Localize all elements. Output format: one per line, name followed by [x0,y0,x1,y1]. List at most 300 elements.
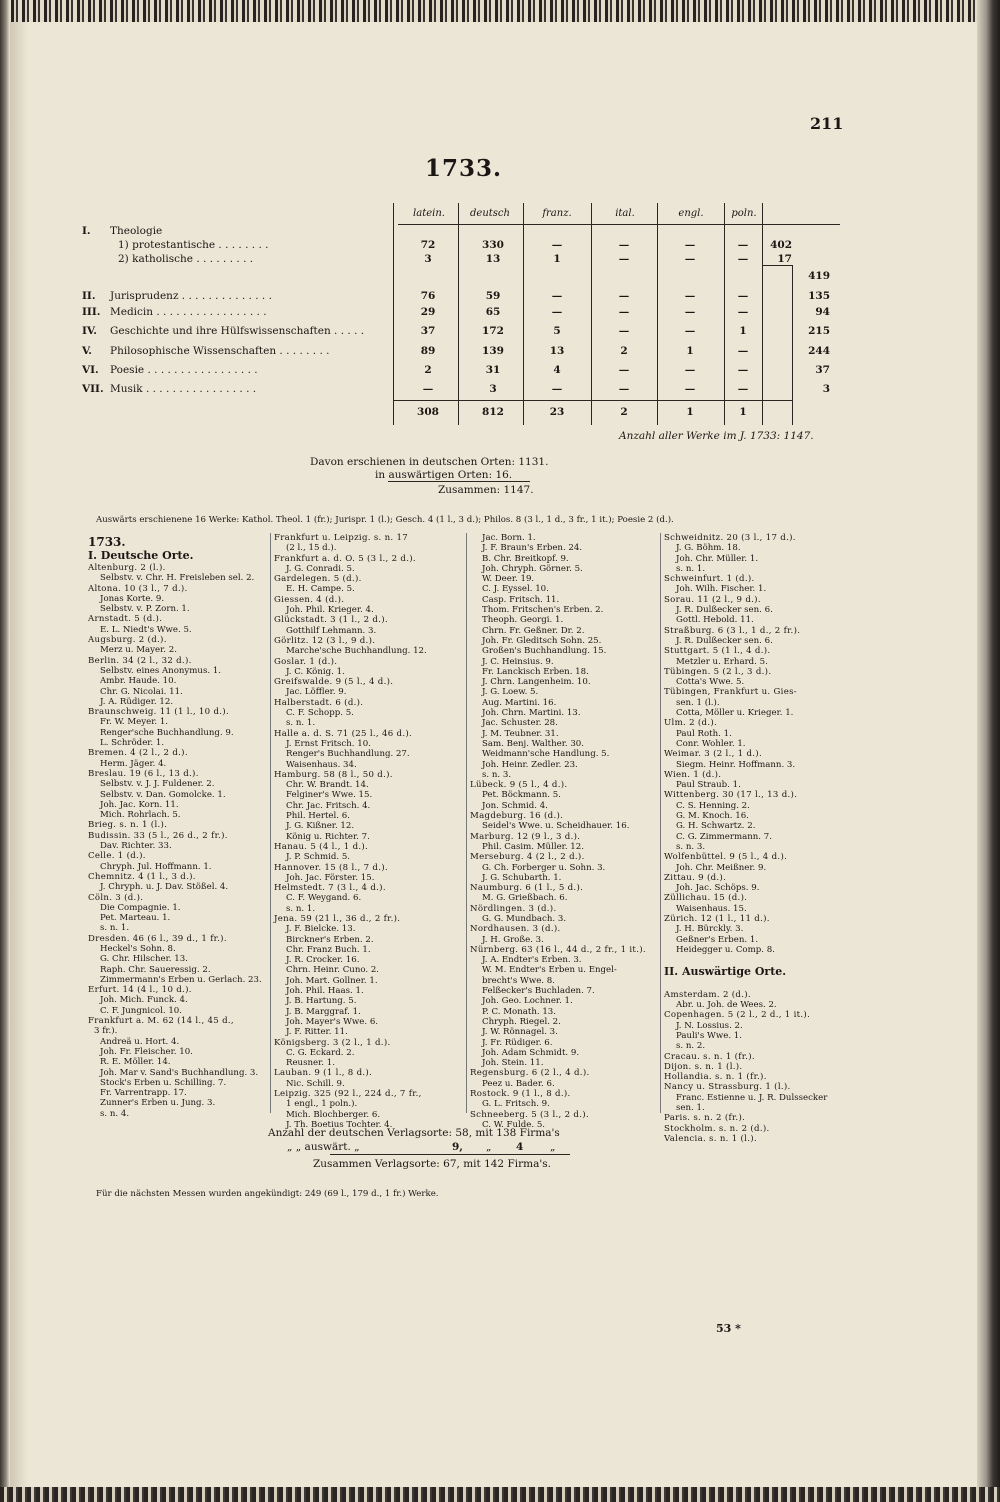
place-entry: Breslau. 19 (6 l., 13 d.). [88,768,199,779]
place-entry: Braunschweig. 11 (1 l., 10 d.). [88,707,229,718]
publisher-entry: Joh. Mich. Funck. 4. [100,995,188,1006]
publisher-entry: Selbstv. v. P. Zorn. 1. [100,604,190,615]
column-rule [270,533,271,1113]
table-cell: 2 [424,364,432,376]
publisher-entry: Weidmann'sche Handlung. 5. [482,749,610,760]
table-rule [458,203,459,425]
publisher-entry: Chryph. Jul. Hoffmann. 1. [100,861,212,872]
publisher-entry: Joh. Mayer's Wwe. 6. [286,1016,379,1027]
place-entry: Regensburg. 6 (2 l., 4 d.). [470,1068,590,1079]
column-header-german: deutsch [470,208,510,219]
publisher-entry: Jon. Schmid. 4. [482,800,548,811]
table-cell: — [684,325,696,337]
publisher-entry: Conr. Wohler. 1. [676,738,746,749]
place-entry: Halberstadt. 6 (d.). [274,697,364,708]
publisher-entry: J. N. Lossius. 2. [676,1020,743,1031]
table-cell: 139 [482,345,504,357]
table-cell: — [684,290,696,302]
publisher-entry: Waisenhaus. 34. [286,759,357,770]
publisher-entry: J. A. Rüdiger. 12. [100,696,174,707]
row-label-jurisprudence: II. Jurisprudenz . . . . . . . . . . . . . . [82,290,272,302]
place-entry: Schweinfurt. 1 (d.). [664,574,755,585]
table-cell: — [618,239,630,251]
publisher-entry: König u. Richter. 7. [286,831,370,842]
place-entry: Brieg. s. n. 1 (l.). [88,820,168,831]
publisher-entry: G. L. Fritsch. 9. [482,1099,550,1110]
table-rule [762,265,792,266]
publisher-entry: Zunner's Erben u. Jung. 3. [100,1098,216,1109]
column-header-polish: poln. [731,208,757,219]
column-header-english: engl. [678,208,704,219]
publisher-entry: Peez u. Bader. 6. [482,1078,555,1089]
publisher-entry: Fr. W. Meyer. 1. [100,717,169,728]
publisher-entry: B. Chr. Breitkopf. 9. [482,553,569,564]
publisher-entry: Joh. Phil. Krieger. 4. [286,605,374,616]
place-entry: Zürich. 12 (1 l., 11 d.). [664,913,770,924]
place-entry: Marburg. 12 (9 l., 3 d.). [470,831,581,842]
table-cell: 5 [553,325,561,337]
publisher-entry: G. Chr. Hilscher. 13. [100,954,188,965]
row-sum: 215 [808,325,830,337]
publisher-entry: Casp. Fritsch. 11. [482,594,560,605]
table-rule [523,203,524,425]
table-cell: — [618,306,630,318]
summary-german-places: Davon erschienen in deutschen Orten: 1131. [310,456,549,468]
publisher-entry: J. B. Marggraf. 1. [286,1006,361,1017]
publisher-entry: G. H. Schwartz. 2. [676,821,756,832]
table-total-cell: 308 [417,406,439,418]
scan-edge-bottom [0,1487,1000,1502]
publisher-entry: Jonas Korte. 9. [100,593,165,604]
publisher-entry: J. C. Heinsius. 9. [482,656,554,667]
publisher-entry: J. A. Endter's Erben. 3. [482,955,582,966]
row-sum: 419 [808,270,830,282]
publisher-entry: Andreä u. Hort. 4. [100,1036,180,1047]
publisher-entry: Sam. Benj. Walther. 30. [482,738,585,749]
publisher-entry: Jac. Born. 1. [482,533,536,543]
publisher-entry: Joh. Geo. Lochner. 1. [482,996,573,1007]
row-label-protestant: 1) protestantische . . . . . . . . [118,239,269,251]
publisher-entry: s. n. 1. [286,718,316,729]
place-entry: Nordhausen. 3 (d.). [470,924,561,935]
place-entry: Wittenberg. 30 (17 l., 13 d.). [664,790,798,801]
publisher-entry: s. n. 1. [676,563,706,574]
publisher-entry: G. Ch. Forberger u. Sohn. 3. [482,862,606,873]
publisher-entry: Thom. Fritschen's Erben. 2. [482,605,604,616]
place-entry: Helmstedt. 7 (3 l., 4 d.). [274,883,386,894]
publisher-entry: Herm. Jäger. 4. [100,758,167,769]
place-entry: Berlin. 34 (2 l., 32 d.). [88,655,192,666]
publisher-entry: Phil. Hertel. 6. [286,811,350,822]
publisher-entry: Selbstv. eines Anonymus. 1. [100,665,222,676]
place-entry: Ulm. 2 (d.). [664,718,718,729]
table-totals-rule [393,400,793,401]
place-entry: Celle. 1 (d.). [88,851,146,862]
row-sum: 3 [822,383,830,395]
publisher-entry: Felginer's Wwe. 15. [286,790,373,801]
publisher-entry: 1 engl., 1 poln.). [286,1099,358,1110]
place-entry: Naumburg. 6 (1 l., 5 d.). [470,883,584,894]
publisher-entry: Selbstv. v. J. J. Fuldener. 2. [100,779,215,790]
signature-mark: 53 * [716,1322,741,1335]
publisher-entry: Renger's Buchhandlung. 27. [286,749,410,760]
place-entry: Goslar. 1 (d.). [274,656,338,667]
publisher-entry: Joh. Fr. Fleischer. 10. [100,1046,193,1057]
publisher-entry: J. G. Conradi. 5. [286,563,355,574]
publisher-entry: Joh. Adam Schmidt. 9. [482,1047,580,1058]
table-cell: — [737,239,749,251]
firm-summary-rule [330,1154,570,1155]
row-number: I. [82,225,91,237]
publisher-entry: R. E. Möller. 14. [100,1057,171,1068]
publisher-entry: G. M. Knoch. 16. [676,811,749,822]
place-entry: Hannover. 15 (8 l., 7 d.). [274,862,388,873]
section-heading: 1733. [88,535,126,549]
place-entry: Cracau. s. n. 1 (fr.). [664,1051,755,1062]
row-sum: 135 [808,290,830,302]
row-label-history: IV. Geschichte und ihre Hülfswissenschaften . . . . . [82,325,365,337]
row-sum: 94 [815,306,830,318]
publisher-entry: J. Ernst Fritsch. 10. [286,738,371,749]
table-cell: — [737,383,749,395]
place-entry: Görlitz. 12 (3 l., 9 d.). [274,635,376,646]
table-cell: — [551,239,563,251]
publisher-entry: s. n. 4. [100,1108,130,1119]
firm-summary-total: Zusammen Verlagsorte: 67, mit 142 Firma's. [313,1158,551,1170]
table-total-cell: 1 [686,406,694,418]
publisher-entry [664,955,849,965]
publisher-entry: brecht's Wwe. 8. [482,975,555,986]
table-cell: 3 [489,383,497,395]
publisher-entry: W. M. Endter's Erben u. Engel- [482,965,617,976]
publisher-entry: Zimmermann's Erben u. Gerlach. 23. [100,974,262,985]
publisher-entry: Seidel's Wwe. u. Scheidhauer. 16. [482,821,630,832]
table-cell: — [737,306,749,318]
table-cell: — [684,364,696,376]
publisher-entry: Joh. Heinr. Zedler. 23. [482,759,578,770]
publisher-entry: Heidegger u. Comp. 8. [676,944,775,955]
publisher-entry: 3 fr.). [94,1026,118,1037]
table-cell: 1 [739,325,747,337]
publisher-entry: J. Fr. Rüdiger. 6. [482,1037,553,1048]
publisher-entry: Joh. Fr. Gleditsch Sohn. 25. [482,635,602,646]
table-cell: 2 [620,345,628,357]
place-entry: Magdeburg. 16 (d.). [470,811,564,822]
publisher-entry: Cotta's Wwe. 5. [676,677,745,688]
row-sum: 17 [777,253,792,265]
publisher-entry: Joh. Mar v. Sand's Buchhandlung. 3. [100,1067,259,1078]
publisher-entry: s. n. 3. [676,841,706,852]
publisher-entry: C. F. Schopp. 5. [286,708,354,719]
table-total-cell: 2 [620,406,628,418]
place-entry: Lauban. 9 (1 l., 8 d.). [274,1068,373,1079]
table-cell: — [551,383,563,395]
row-label-poetry: VI. Poesie . . . . . . . . . . . . . . . . . [82,364,258,376]
publisher-entry: C. J. Eyssel. 10. [482,584,549,595]
total-works-note: Anzahl aller Werke im J. 1733: 1147. [619,430,814,442]
table-cell: 37 [420,325,436,337]
book-gutter [10,22,28,1487]
place-entry: Frankfurt a. d. O. 5 (3 l., 2 d.). [274,553,416,564]
firm-summary-german: Anzahl der deutschen Verlagsorte: 58, mit 138 Firma's [268,1127,560,1139]
year-title: 1733. [425,155,503,182]
place-entry: Stockholm. s. n. 2 (d.). [664,1123,770,1134]
place-entry: Zittau. 9 (d.). [664,872,727,883]
place-entry: Stuttgart. 5 (1 l., 4 d.). [664,646,771,657]
table-cell: 13 [549,345,565,357]
place-entry: Sorau. 11 (2 l., 9 d.). [664,594,761,605]
publisher-entry: J. H. Große. 3. [482,934,544,945]
publisher-entry: Chr. Franz Buch. 1. [286,944,371,955]
row-label-medicine: III. Medicin . . . . . . . . . . . . . . . . . [82,306,267,318]
table-cell: 3 [424,253,432,265]
publisher-entry: Joh. Mart. Gollner. 1. [286,975,378,986]
publisher-entry: Gotthilf Lehmann. 3. [286,625,377,636]
publisher-entry: C. F. Weygand. 6. [286,893,362,904]
publisher-entry: Waisenhaus. 15. [676,903,747,914]
place-entry: Schweidnitz. 20 (3 l., 17 d.). [664,533,796,543]
publisher-entry: (2 l., 15 d.). [286,543,337,554]
place-entry: Jena. 59 (21 l., 36 d., 2 fr.). [274,913,401,924]
row-sum: 37 [815,364,830,376]
place-entry: Hamburg. 58 (8 l., 50 d.). [274,769,393,780]
publisher-entry: J. G. Schubarth. 1. [482,872,562,883]
publisher-entry: Heckel's Sohn. 8. [100,943,176,954]
table-cell: — [737,364,749,376]
page-number: 211 [810,114,844,133]
publisher-entry: Joh. Chr. Meißner. 9. [676,862,767,873]
place-entry: Chemnitz. 4 (1 l., 3 d.). [88,871,196,882]
row-sum: 402 [770,239,792,251]
publisher-entry: Merz u. Mayer. 2. [100,645,177,656]
table-cell: 31 [485,364,501,376]
place-entry: Nancy u. Strassburg. 1 (l.). [664,1082,791,1093]
place-entry: Nürnberg. 63 (16 l., 44 d., 2 fr., 1 it.). [470,944,646,955]
column-rule [466,533,467,1113]
place-entry: Wolfenbüttel. 9 (5 l., 4 d.). [664,852,788,863]
publisher-entry: Gottl. Hebold. 11. [676,615,754,626]
publisher-entry: Birckner's Erben. 2. [286,934,374,945]
publisher-entry: Jac. Löffler. 9. [286,687,347,698]
place-entry: Budissin. 33 (5 l., 26 d., 2 fr.). [88,830,228,841]
table-total-cell: 23 [549,406,565,418]
publisher-entry: E. H. Campe. 5. [286,584,355,595]
publisher-entry: J. B. Hartung. 5. [286,996,357,1007]
publisher-entry: Fr. Varrentrapp. 17. [100,1088,187,1099]
publisher-entry: Pet. Marteau. 1. [100,913,171,924]
publisher-entry: Paul Straub. 1. [676,780,741,791]
place-entry: Tübingen, Frankfurt u. Gies- [664,687,797,698]
publisher-entry: s. n. 2. [676,1041,706,1052]
publisher-entry: Joh. Wilh. Fischer. 1. [676,584,767,595]
place-entry: Cöln. 3 (d.). [88,892,144,903]
publisher-entry [664,979,849,989]
place-entry: Weimar. 3 (2 l., 1 d.). [664,749,762,760]
publisher-entry: Metzler u. Erhard. 5. [676,656,768,667]
publisher-entry: Pet. Böckmann. 5. [482,790,561,801]
publisher-entry: J. R. Dulßecker sen. 6. [676,605,773,616]
place-entry: Tübingen. 5 (2 l., 3 d.). [664,666,772,677]
publisher-entry: Marche'sche Buchhandlung. 12. [286,646,427,657]
section-heading: II. Auswärtige Orte. [664,965,787,979]
table-cell: — [684,239,696,251]
column-rule [660,533,661,1113]
place-entry: Valencia. s. n. 1 (l.). [664,1133,757,1144]
table-cell: — [684,383,696,395]
place-entry: Wien. 1 (d.). [664,769,722,780]
place-entry: Dresden. 46 (6 l., 39 d., 1 fr.). [88,933,227,944]
place-entry: Straßburg. 6 (3 l., 1 d., 2 fr.). [664,625,801,636]
column-header-latin: latein. [413,208,445,219]
publisher-entry: C. G. Zimmermann. 7. [676,831,772,842]
place-entry: Frankfurt a. M. 62 (14 l., 45 d., [88,1016,234,1027]
table-cell: 13 [485,253,501,265]
publisher-entry: J. F. Braun's Erben. 24. [482,543,583,554]
publisher-entry: Großen's Buchhandlung. 15. [482,646,607,657]
publisher-entry: Dav. Richter. 33. [100,841,172,852]
scan-edge-top [0,0,1000,22]
publisher-entry: J. R. Crocker. 16. [286,955,360,966]
table-cell: — [422,383,434,395]
publisher-column-2 [274,533,464,1130]
publisher-entry: Chryph. Riegel. 2. [482,1016,561,1027]
place-entry: Gardelegen. 5 (d.). [274,574,362,585]
publisher-entry: Joh. Chrn. Martini. 13. [482,708,581,719]
publisher-entry: Joh. Jac. Förster. 15. [286,872,375,883]
place-entry: Züllichau. 15 (d.). [664,893,748,904]
publisher-entry: Jac. Schuster. 28. [482,718,558,729]
publisher-entry: Joh. Stein. 11. [482,1058,544,1069]
table-cell: — [737,345,749,357]
summary-total: Zusammen: 1147. [438,484,534,496]
table-cell: — [551,290,563,302]
table-cell: 59 [485,290,501,302]
publisher-entry: Joh. Jac. Korn. 11. [100,799,179,810]
place-entry: Merseburg. 4 (2 l., 2 d.). [470,852,585,863]
table-cell: — [684,253,696,265]
place-entry: Altona. 10 (3 l., 7 d.). [88,583,188,594]
firm-summary-ditto: „ [550,1141,556,1153]
table-cell: — [551,306,563,318]
publisher-entry: C. S. Henning. 2. [676,800,750,811]
publisher-entry: J. G. Loew. 5. [482,687,539,698]
table-total-cell: 1 [739,406,747,418]
place-entry: Lübeck. 9 (5 l., 4 d.). [470,780,568,791]
table-cell: 1 [553,253,561,265]
publisher-column-1 [88,535,270,1119]
place-entry: Augsburg. 2 (d.). [88,635,167,646]
publisher-entry: Paul Roth. 1. [676,728,732,739]
table-cell: — [618,364,630,376]
publisher-entry: Chr. G. Nicolai. 11. [100,686,183,697]
place-entry: Hanau. 5 (4 l., 1 d.). [274,841,369,852]
place-entry: Dijon. s. n. 1 (l.). [664,1061,743,1072]
publisher-entry: Aug. Martini. 16. [482,697,557,708]
place-entry: Königsberg. 3 (2 l., 1 d.). [274,1037,391,1048]
publisher-entry: C. G. Eckard. 2. [286,1047,355,1058]
place-entry: Halle a. d. S. 71 (25 l., 46 d.). [274,728,413,739]
table-cell: 330 [482,239,504,251]
publisher-entry: G. G. Mundbach. 3. [482,913,567,924]
table-cell: 89 [420,345,436,357]
table-header-rule [398,224,840,225]
place-entry: Paris. s. n. 2 (fr.). [664,1113,746,1124]
publisher-entry: Joh. Phil. Haas. 1. [286,986,364,997]
publisher-entry: Mich. Rohrlach. 5. [100,810,181,821]
publisher-entry: s. n. 3. [482,769,512,780]
place-entry: Nördlingen. 3 (d.). [470,903,557,914]
place-entry: Schneeberg. 5 (3 l., 2 d.). [470,1109,589,1120]
table-rule [591,203,592,425]
place-entry: Giessen. 4 (d.). [274,594,345,605]
publisher-entry: J. Chryph. u. J. Dav. Stößel. 4. [100,882,229,893]
publisher-column-4 [664,533,849,1144]
place-entry: Copenhagen. 5 (2 l., 2 d., 1 it.). [664,1010,811,1021]
table-cell: 72 [420,239,436,251]
table-cell: 4 [553,364,561,376]
place-entry: Greifswalde. 9 (5 l., 4 d.). [274,677,394,688]
place-entry: Altenburg. 2 (l.). [88,563,166,573]
firm-summary-foreign-label: „ „ auswärt. „ [287,1141,360,1153]
table-cell: — [737,290,749,302]
publisher-entry: J. W. Rönnagel. 3. [482,1027,558,1038]
publisher-entry: C. F. Jungnicol. 10. [100,1005,182,1016]
row-label-catholic: 2) katholische . . . . . . . . . [118,253,254,265]
publisher-entry: Chr. Jac. Fritsch. 4. [286,800,371,811]
publisher-entry: Selbstv. v. Chr. H. Freisleben sel. 2. [100,573,255,584]
publisher-entry: L. Schröder. 1. [100,738,165,749]
publisher-entry: Cotta, Möller u. Krieger. 1. [676,708,794,719]
announcement-note: Für die nächsten Messen wurden angekündigt: 249 (69 l., 179 d., 1 fr.) Werke. [96,1189,439,1199]
publisher-entry: sen. 1 (l.). [676,697,720,708]
publisher-entry: Raph. Chr. Saueressig. 2. [100,964,211,975]
place-entry: Rostock. 9 (1 l., 8 d.). [470,1089,571,1100]
firm-summary-foreign-firms: 4 [516,1141,524,1153]
publisher-entry: Chr. W. Brandt. 14. [286,780,369,791]
table-cell: — [618,325,630,337]
table-cell: — [684,306,696,318]
place-entry: Amsterdam. 2 (d.). [664,989,751,1000]
table-cell: 172 [482,325,504,337]
publisher-entry: J. F. Ritter. 11. [286,1027,348,1038]
table-total-cell: 812 [482,406,504,418]
publisher-entry: sen. 1. [676,1103,705,1114]
row-label-music: VII. Musik . . . . . . . . . . . . . . . . . [82,383,257,395]
place-entry: Glückstadt. 3 (1 l., 2 d.). [274,615,388,626]
publisher-entry: J. M. Teubner. 31. [482,728,559,739]
publisher-entry: Chrn. Heinr. Cuno. 2. [286,965,380,976]
table-cell: — [618,253,630,265]
publisher-entry: Geßner's Erben. 1. [676,934,759,945]
publisher-entry: s. n. 1. [100,923,130,934]
publisher-entry: Joh. Chr. Müller. 1. [676,553,759,564]
column-header-italian: ital. [615,208,635,219]
publisher-entry: J. G. Böhm. 18. [676,543,741,554]
publisher-entry: W. Deer. 19. [482,574,535,585]
publisher-entry: J. G. Kißner. 12. [286,821,355,832]
table-cell: — [737,253,749,265]
table-cell: 1 [686,345,694,357]
place-entry: Frankfurt u. Leipzig. s. n. 17 [274,533,409,543]
publisher-entry: Felßecker's Buchladen. 7. [482,986,595,997]
place-entry: Leipzig. 325 (92 l., 224 d., 7 fr., [274,1089,422,1100]
foreign-works-note: Auswärts erschienene 16 Werke: Kathol. Theol. 1 (fr.); Jurispr. 1 (l.); Gesch. 4 (1 l., 3 d.); Philos. 8 (3 l., 1 d., 3 fr., 1 it.); Poesie 2 (d.). [96,515,674,525]
firm-summary-foreign-places: 9, [452,1141,463,1153]
publisher-entry: Siegm. Heinr. Hoffmann. 3. [676,759,796,770]
scan-edge-left [0,0,10,1502]
row-label-philosophy: V. Philosophische Wissenschaften . . . . . . . . [82,345,330,357]
row-sum: 244 [808,345,830,357]
